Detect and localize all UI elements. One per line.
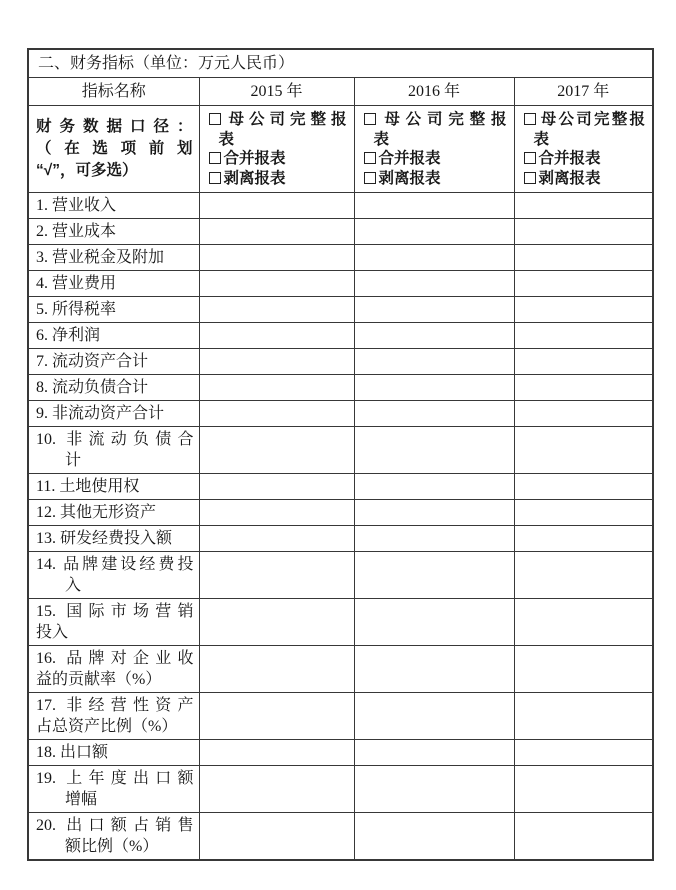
checkbox-option xyxy=(364,169,507,189)
indicator-label-line: 2. 营业成本 xyxy=(36,223,117,240)
indicator-row xyxy=(28,427,653,474)
checkbox-icon[interactable] xyxy=(364,113,376,125)
checkbox-option xyxy=(209,169,347,189)
indicator-label-line: 13. 研发经费投入额 xyxy=(36,530,173,547)
indicator-label-line: 9. 非流动资产合计 xyxy=(36,405,165,422)
indicator-row xyxy=(28,401,653,427)
indicator-row xyxy=(28,813,653,861)
value-cell-2016[interactable] xyxy=(354,740,514,766)
indicator-row xyxy=(28,552,653,599)
value-cell-2016[interactable] xyxy=(354,813,514,861)
indicator-label xyxy=(28,245,199,271)
checkbox-option-label: 母公司完整报 xyxy=(538,111,646,128)
checkbox-option-line: 表 xyxy=(533,130,550,148)
value-cell-2016[interactable] xyxy=(354,297,514,323)
value-cell-2015[interactable] xyxy=(199,552,354,599)
value-cell-2016[interactable] xyxy=(354,193,514,219)
indicator-label-line: 16. 品牌对企业收 xyxy=(36,650,194,667)
checkbox-option xyxy=(524,169,646,189)
indicator-label-line: 3. 营业税金及附加 xyxy=(36,249,165,266)
indicator-label xyxy=(28,526,199,552)
value-cell-2015[interactable] xyxy=(199,297,354,323)
indicator-label-line: 益的贡献率（%） xyxy=(36,671,162,688)
checkbox-option-label: 母公司完整报 xyxy=(223,111,347,128)
checkbox-option-label: 剥离报表 xyxy=(223,169,286,187)
indicator-label xyxy=(28,599,199,646)
checkbox-option-line xyxy=(524,110,646,130)
indicator-label-line: 4. 营业费用 xyxy=(36,275,117,292)
value-cell-2016[interactable] xyxy=(354,271,514,297)
column-header-row xyxy=(28,78,653,106)
value-cell-2017[interactable] xyxy=(514,474,653,500)
section-title: 二、财务指标（单位：万元人民币） xyxy=(28,49,653,78)
checkbox-option-label: 合并报表 xyxy=(538,150,601,167)
indicator-label xyxy=(28,375,199,401)
checkbox-option xyxy=(524,110,646,149)
indicator-label-line: 额比例（%） xyxy=(65,838,159,855)
value-cell-2017[interactable] xyxy=(514,323,653,349)
value-cell-2017[interactable] xyxy=(514,552,653,599)
value-cell-2015[interactable] xyxy=(199,401,354,427)
indicator-label-line: 10. 非流动负债合 xyxy=(36,431,194,448)
checkbox-icon[interactable] xyxy=(209,152,221,164)
checkbox-option xyxy=(364,149,507,169)
value-cell-2016[interactable] xyxy=(354,766,514,813)
value-cell-2016[interactable] xyxy=(354,323,514,349)
indicator-label xyxy=(28,552,199,599)
indicator-label xyxy=(28,693,199,740)
indicator-label-line: 计 xyxy=(65,452,82,469)
value-cell-2017[interactable] xyxy=(514,646,653,693)
indicator-label-line: 15. 国际市场营销 xyxy=(36,603,194,620)
checkbox-icon[interactable] xyxy=(364,172,376,184)
value-cell-2016[interactable] xyxy=(354,245,514,271)
value-cell-2016[interactable] xyxy=(354,401,514,427)
checkbox-option-line xyxy=(524,169,646,189)
value-cell-2015[interactable] xyxy=(199,646,354,693)
value-cell-2017[interactable] xyxy=(514,297,653,323)
value-cell-2015[interactable] xyxy=(199,740,354,766)
indicator-label xyxy=(28,323,199,349)
checkbox-option-label: 合并报表 xyxy=(223,150,286,167)
report-scope-cell-2015 xyxy=(199,106,354,193)
indicator-label xyxy=(28,740,199,766)
indicator-label-line: 14. 品牌建设经费投 xyxy=(36,556,194,573)
indicator-row xyxy=(28,474,653,500)
checkbox-option-line xyxy=(364,169,507,189)
value-cell-2015[interactable] xyxy=(199,500,354,526)
value-cell-2016[interactable] xyxy=(354,375,514,401)
col-header-indicator-name: 指标名称 xyxy=(28,78,199,106)
value-cell-2017[interactable] xyxy=(514,599,653,646)
indicator-label xyxy=(28,427,199,474)
checkbox-icon[interactable] xyxy=(364,152,376,164)
value-cell-2015[interactable] xyxy=(199,766,354,813)
checkbox-option-line xyxy=(209,169,347,189)
checkbox-option xyxy=(364,110,507,149)
value-cell-2017[interactable] xyxy=(514,693,653,740)
checkbox-option-label: 剥离报表 xyxy=(538,169,601,187)
indicator-label-line: 11. 土地使用权 xyxy=(36,478,140,495)
indicator-row xyxy=(28,766,653,813)
checkbox-option-line xyxy=(364,110,507,130)
checkbox-icon[interactable] xyxy=(209,113,221,125)
indicator-label-line: 20. 出口额占销售 xyxy=(36,817,194,834)
report-scope-cell-2017 xyxy=(514,106,653,193)
value-cell-2017[interactable] xyxy=(514,427,653,474)
value-cell-2016[interactable] xyxy=(354,427,514,474)
value-cell-2015[interactable] xyxy=(199,219,354,245)
caliber-label-line: 财务数据口径： xyxy=(36,118,193,135)
value-cell-2016[interactable] xyxy=(354,552,514,599)
value-cell-2016[interactable] xyxy=(354,349,514,375)
indicator-label-line: 18. 出口额 xyxy=(36,744,109,761)
checkbox-option-line: 表 xyxy=(218,130,235,148)
value-cell-2015[interactable] xyxy=(199,693,354,740)
indicator-row xyxy=(28,599,653,646)
indicator-label-line: 12. 其他无形资产 xyxy=(36,504,157,521)
financial-indicators-table xyxy=(27,48,654,861)
checkbox-icon[interactable] xyxy=(524,152,536,164)
indicator-label xyxy=(28,193,199,219)
indicator-row xyxy=(28,740,653,766)
value-cell-2015[interactable] xyxy=(199,271,354,297)
checkbox-option xyxy=(209,110,347,149)
checkbox-option-line xyxy=(209,110,347,130)
indicator-label xyxy=(28,646,199,693)
indicator-label-line: 投入 xyxy=(36,624,69,641)
value-cell-2015[interactable] xyxy=(199,599,354,646)
value-cell-2017[interactable] xyxy=(514,500,653,526)
indicator-label-line: 7. 流动资产合计 xyxy=(36,353,149,370)
indicator-label xyxy=(28,349,199,375)
report-scope-cell-2016 xyxy=(354,106,514,193)
value-cell-2015[interactable] xyxy=(199,193,354,219)
value-cell-2017[interactable] xyxy=(514,526,653,552)
indicator-row xyxy=(28,245,653,271)
value-cell-2015[interactable] xyxy=(199,245,354,271)
value-cell-2016[interactable] xyxy=(354,526,514,552)
value-cell-2016[interactable] xyxy=(354,500,514,526)
indicator-label xyxy=(28,271,199,297)
indicator-label xyxy=(28,401,199,427)
value-cell-2015[interactable] xyxy=(199,323,354,349)
col-header-year-2016: 2016 年 xyxy=(354,78,514,106)
value-cell-2017[interactable] xyxy=(514,349,653,375)
value-cell-2017[interactable] xyxy=(514,813,653,861)
indicator-label xyxy=(28,219,199,245)
checkbox-option-label: 母公司完整报 xyxy=(378,111,507,128)
indicator-label xyxy=(28,813,199,861)
indicator-row xyxy=(28,526,653,552)
value-cell-2016[interactable] xyxy=(354,646,514,693)
indicator-row xyxy=(28,349,653,375)
col-header-year-2015: 2015 年 xyxy=(199,78,354,106)
indicator-label-line: 增幅 xyxy=(65,791,98,808)
indicator-label-line: 占总资产比例（%） xyxy=(36,718,178,735)
caliber-label-line: （在选项前划 xyxy=(36,140,193,157)
indicator-label-line: 19. 上年度出口额 xyxy=(36,770,194,787)
section-title-row xyxy=(28,49,653,78)
indicator-row xyxy=(28,693,653,740)
indicator-row xyxy=(28,646,653,693)
value-cell-2017[interactable] xyxy=(514,766,653,813)
checkbox-option xyxy=(209,149,347,169)
indicator-row xyxy=(28,193,653,219)
indicator-row xyxy=(28,375,653,401)
indicator-row xyxy=(28,323,653,349)
col-header-year-2017: 2017 年 xyxy=(514,78,653,106)
data-caliber-label xyxy=(28,106,199,193)
indicator-row xyxy=(28,271,653,297)
value-cell-2015[interactable] xyxy=(199,375,354,401)
value-cell-2017[interactable] xyxy=(514,271,653,297)
indicator-label-line: 6. 净利润 xyxy=(36,327,101,344)
indicator-label-line: 入 xyxy=(65,577,82,594)
checkbox-option-label: 合并报表 xyxy=(378,150,441,167)
indicator-label xyxy=(28,766,199,813)
indicator-row xyxy=(28,297,653,323)
checkbox-option-line xyxy=(209,149,347,169)
value-cell-2017[interactable] xyxy=(514,193,653,219)
value-cell-2017[interactable] xyxy=(514,219,653,245)
checkbox-icon[interactable] xyxy=(209,172,221,184)
value-cell-2015[interactable] xyxy=(199,526,354,552)
value-cell-2016[interactable] xyxy=(354,474,514,500)
caliber-label-line: “√”，可多选） xyxy=(36,162,138,179)
checkbox-option-line xyxy=(364,149,507,169)
checkbox-option-line: 表 xyxy=(373,130,390,148)
value-cell-2015[interactable] xyxy=(199,474,354,500)
indicator-label-line: 5. 所得税率 xyxy=(36,301,117,318)
indicator-label xyxy=(28,500,199,526)
value-cell-2016[interactable] xyxy=(354,599,514,646)
indicator-label-line: 17. 非经营性资产 xyxy=(36,697,194,714)
indicator-row xyxy=(28,500,653,526)
value-cell-2017[interactable] xyxy=(514,375,653,401)
indicator-row xyxy=(28,219,653,245)
data-caliber-row xyxy=(28,106,653,193)
indicator-label xyxy=(28,297,199,323)
value-cell-2017[interactable] xyxy=(514,740,653,766)
checkbox-option xyxy=(524,149,646,169)
value-cell-2016[interactable] xyxy=(354,693,514,740)
checkbox-icon[interactable] xyxy=(524,113,536,125)
indicator-label xyxy=(28,474,199,500)
indicator-label-line: 8. 流动负债合计 xyxy=(36,379,149,396)
value-cell-2017[interactable] xyxy=(514,245,653,271)
value-cell-2015[interactable] xyxy=(199,427,354,474)
value-cell-2017[interactable] xyxy=(514,401,653,427)
checkbox-option-line xyxy=(524,149,646,169)
value-cell-2015[interactable] xyxy=(199,813,354,861)
indicator-label-line: 1. 营业收入 xyxy=(36,197,117,214)
value-cell-2016[interactable] xyxy=(354,219,514,245)
checkbox-option-label: 剥离报表 xyxy=(378,169,441,187)
checkbox-icon[interactable] xyxy=(524,172,536,184)
value-cell-2015[interactable] xyxy=(199,349,354,375)
